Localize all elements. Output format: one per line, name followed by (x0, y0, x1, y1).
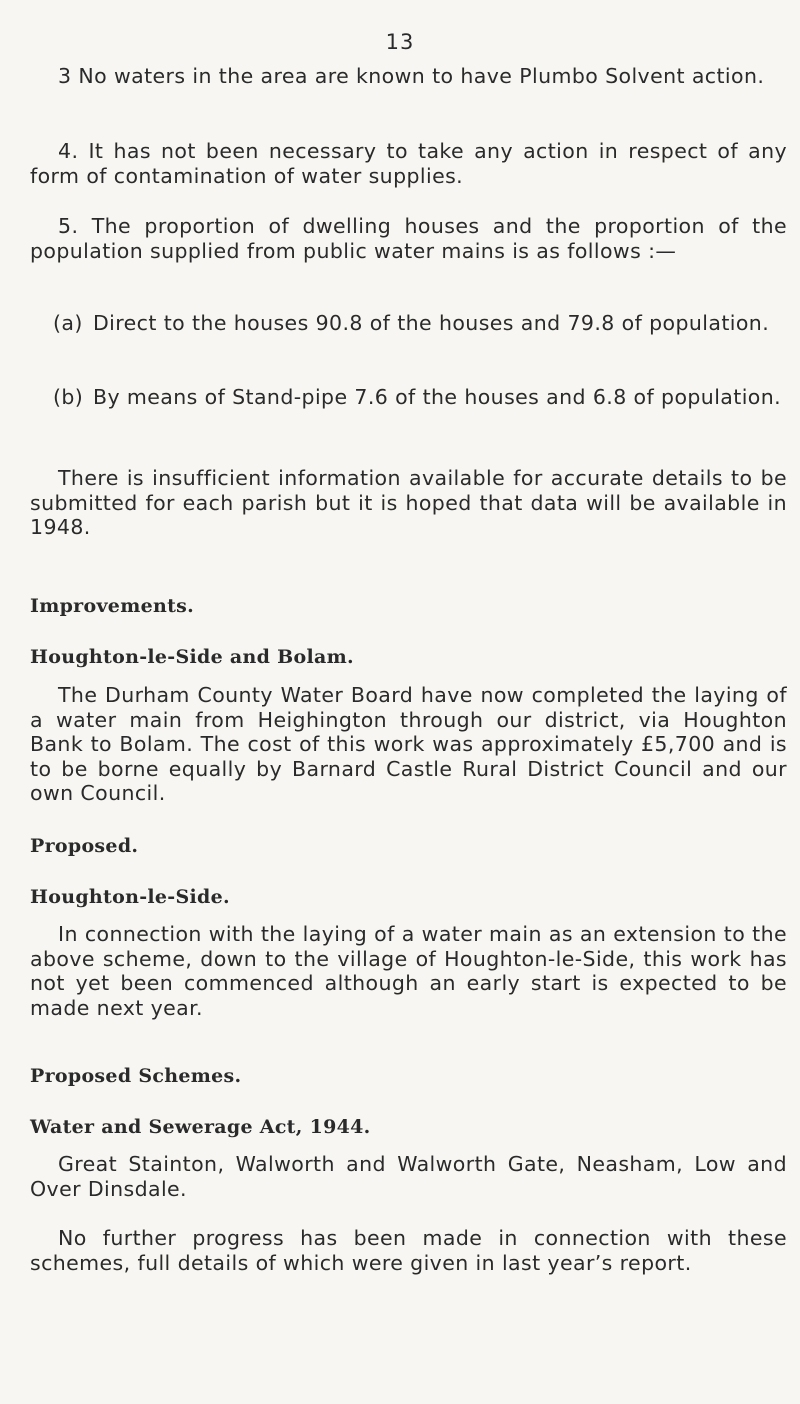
paragraph-plumbo-solvent: 3 No waters in the area are known to have Plumbo Solvent action. (58, 64, 765, 88)
subheading-houghton-le-side: Houghton-le-Side. (30, 886, 230, 908)
list-marker-a: (a) (53, 311, 83, 335)
paragraph-improvements: The Durham County Water Board have now completed the laying of a water main from Heighington through our district, via Houghton Bank to Bolam. The cost of this work was approximately £5,700 and is to be borne equally by Barnard Castle Rural District Council and our own Council. (30, 683, 787, 805)
paragraph-proposed: In connection with the laying of a water main as an extension to the above scheme, down to the village of Houghton-le-Side, this work has not yet been commenced although an early start is expected to be made next year. (30, 922, 787, 1020)
list-marker-b: (b) (53, 385, 84, 409)
paragraph-contamination: 4. It has not been necessary to take any action in respect of any form of contamination of water supplies. (30, 139, 787, 188)
paragraph-proportion: 5. The proportion of dwelling houses and the proportion of the population supplied from public water mains is as follows :— (30, 214, 787, 263)
list-item-stand-pipe (53, 385, 787, 410)
heading-proposed-schemes: Proposed Schemes. (30, 1065, 242, 1087)
paragraph-scheme-places: Great Stainton, Walworth and Walworth Gate, Neasham, Low and Over Dinsdale. (30, 1152, 787, 1201)
list-item-direct (53, 311, 787, 336)
subheading-houghton-bolam: Houghton-le-Side and Bolam. (30, 646, 354, 668)
page-number: 13 (385, 30, 415, 54)
list-text-stand-pipe: By means of Stand-pipe 7.6 of the houses and 6.8 of population. (93, 385, 782, 409)
paragraph-insufficient-information: There is insufficient information available for accurate details to be submitted for each parish but it is hoped that data will be available in 1948. (30, 466, 787, 539)
list-text-direct: Direct to the houses 90.8 of the houses and 79.8 of population. (93, 311, 770, 335)
heading-improvements: Improvements. (30, 595, 195, 617)
subheading-water-sewerage-act: Water and Sewerage Act, 1944. (30, 1116, 371, 1138)
paragraph-no-further-progress: No further progress has been made in connection with these schemes, full details of which were given in last year’s report. (30, 1226, 787, 1275)
heading-proposed: Proposed. (30, 835, 139, 857)
